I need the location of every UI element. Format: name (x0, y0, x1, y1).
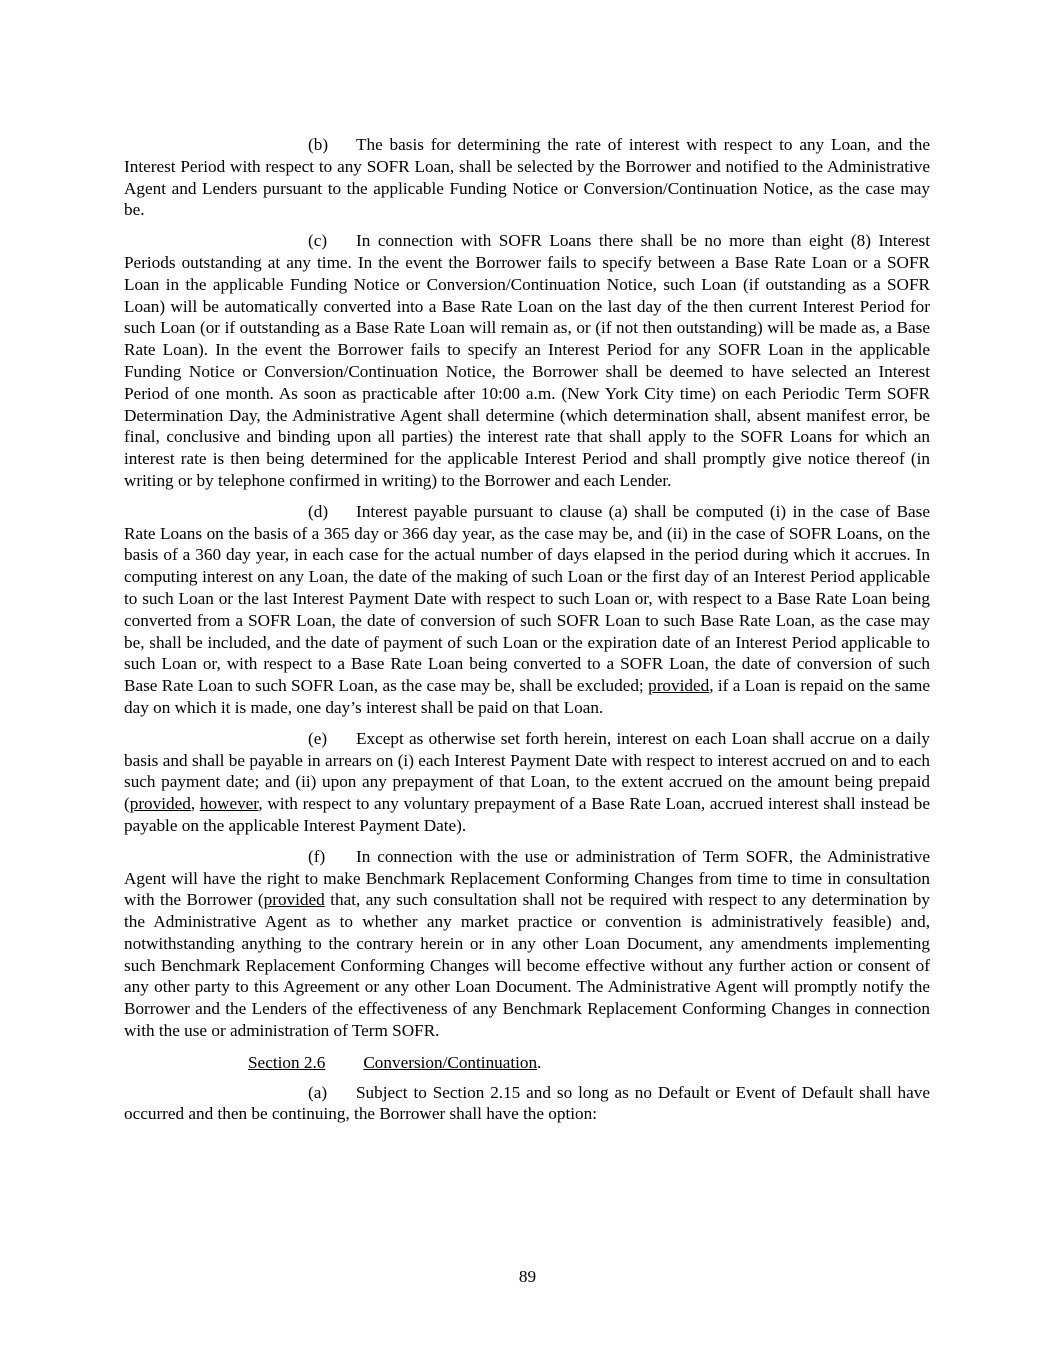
paragraph-d (124, 501, 930, 719)
paragraph-f (124, 846, 930, 1042)
underlined-term: however (199, 794, 259, 814)
document-page (124, 134, 930, 1134)
underlined-term: provided (129, 794, 191, 814)
paragraph-list (124, 134, 930, 1042)
paragraph-marker: (e) (308, 728, 328, 748)
paragraph-a (124, 1082, 930, 1126)
paragraph-text: , if a Loan is repaid on the same day on which it is made, one day’s interest shall be paid on that Loan. (124, 676, 930, 717)
page-number: 89 (518, 1267, 537, 1286)
paragraph-marker: (c) (308, 231, 328, 251)
underlined-term: provided (263, 890, 325, 910)
paragraph-text: that, any such consultation shall not be required with respect to any determination by the Administrative Agent as to whether any market practice or convention is administratively feasible) and, notwithstanding anything to the contrary herein or in any other Loan Document, any amendments implementing such Benchmark Replacement Conforming Changes will become effective without any further action or consent of any other party to this Agreement or any other Loan Document. The Administrative Agent will promptly notify the Borrower and the Lenders of the effectiveness of any Benchmark Replacement Conforming Changes in connection with the use or administration of Term SOFR. (124, 890, 930, 1041)
paragraph-text: In connection with SOFR Loans there shall be no more than eight (8) Interest Periods outstanding at any time. In the event the Borrower fails to specify between a Base Rate Loan or a SOFR Loan in the applicable Funding Notice or Conversion/Continuation Notice, such Loan (if outstanding as a SOFR Loan) will be automatically converted into a Base Rate Loan on the last day of the then current Interest Period for such Loan (or if outstanding as a Base Rate Loan will remain as, or (if not then outstanding) will be made as, a Base Rate Loan). In the event the Borrower fails to specify an Interest Period for any SOFR Loan in the applicable Funding Notice or Conversion/Continuation Notice, the Borrower shall be deemed to have selected an Interest Period of one month. As soon as practicable after 10:00 a.m. (New York City time) on each Periodic Term SOFR Determination Day, the Administrative Agent shall determine (which determination shall, absent manifest error, be final, conclusive and binding upon all parties) the interest rate that shall apply to the SOFR Loans for which an interest rate is then being determined for the applicable Interest Period and shall promptly give notice thereof (in writing or by telephone confirmed in writing) to the Borrower and each Lender. (124, 231, 930, 490)
paragraph-e (124, 728, 930, 837)
paragraph-marker: (d) (308, 501, 329, 521)
paragraph-text: , (190, 794, 200, 814)
paragraph-marker: (f) (308, 846, 326, 866)
section-title: Conversion/Continuation (363, 1052, 538, 1072)
section-number: Section 2.6 (248, 1052, 326, 1072)
paragraph-text: Subject to Section 2.15 and so long as no Default or Event of Default shall have occurred and then be continuing, the Borrower shall have the option: (124, 1082, 930, 1124)
paragraph-c (124, 230, 930, 492)
section-heading (248, 1052, 930, 1074)
underlined-term: provided (648, 676, 710, 696)
section-heading-label (248, 1053, 537, 1072)
paragraph-marker: (b) (308, 135, 329, 154)
paragraph-text: , with respect to any voluntary prepayment of a Base Rate Loan, accrued interest shall instead be payable on the applicable Interest Payment Date). (124, 794, 930, 835)
paragraph-text: Except as otherwise set forth herein, interest on each Loan shall accrue on a daily basis and shall be payable in arrears on (i) each Interest Payment Date with respect to interest accrued on and to each such payment date; and (ii) upon any prepayment of that Loan, to the extent accrued on the amount being prepaid ( (124, 728, 930, 814)
paragraph-text: The basis for determining the rate of interest with respect to any Loan, and the Interest Period with respect to any SOFR Loan, shall be selected by the Borrower and notified to the Administrative Agent and Lenders pursuant to the applicable Funding Notice or Conversion/Continuation Notice, as the case may be. (124, 135, 930, 220)
paragraph-marker: (a) (308, 1082, 328, 1102)
paragraph-text: In connection with the use or administration of Term SOFR, the Administrative Agent will have the right to make Benchmark Replacement Conforming Changes from time to time in consultation with the Borrower ( (124, 846, 930, 910)
section-heading-period: . (537, 1052, 542, 1072)
paragraph-text: Interest payable pursuant to clause (a) shall be computed (i) in the case of Base Rate Loans on the basis of a 365 day or 366 day year, as the case may be, and (ii) in the case of SOFR Loans, on the basis of a 360 day year, in each case for the actual number of days elapsed in the period during which it accrues. In computing interest on any Loan, the date of the making of such Loan or the first day of an Interest Period applicable to such Loan or the last Interest Payment Date with respect to such Loan or, with respect to a Base Rate Loan being converted from a SOFR Loan, the date of conversion of such SOFR Loan to such Base Rate Loan, as the case may be, shall be included, and the date of payment of such Loan or the expiration date of an Interest Period applicable to such Loan or, with respect to a Base Rate Loan being converted to a SOFR Loan, the date of conversion of such Base Rate Loan to such SOFR Loan, as the case may be, shall be excluded; (124, 501, 930, 696)
paragraph-b (124, 134, 930, 221)
